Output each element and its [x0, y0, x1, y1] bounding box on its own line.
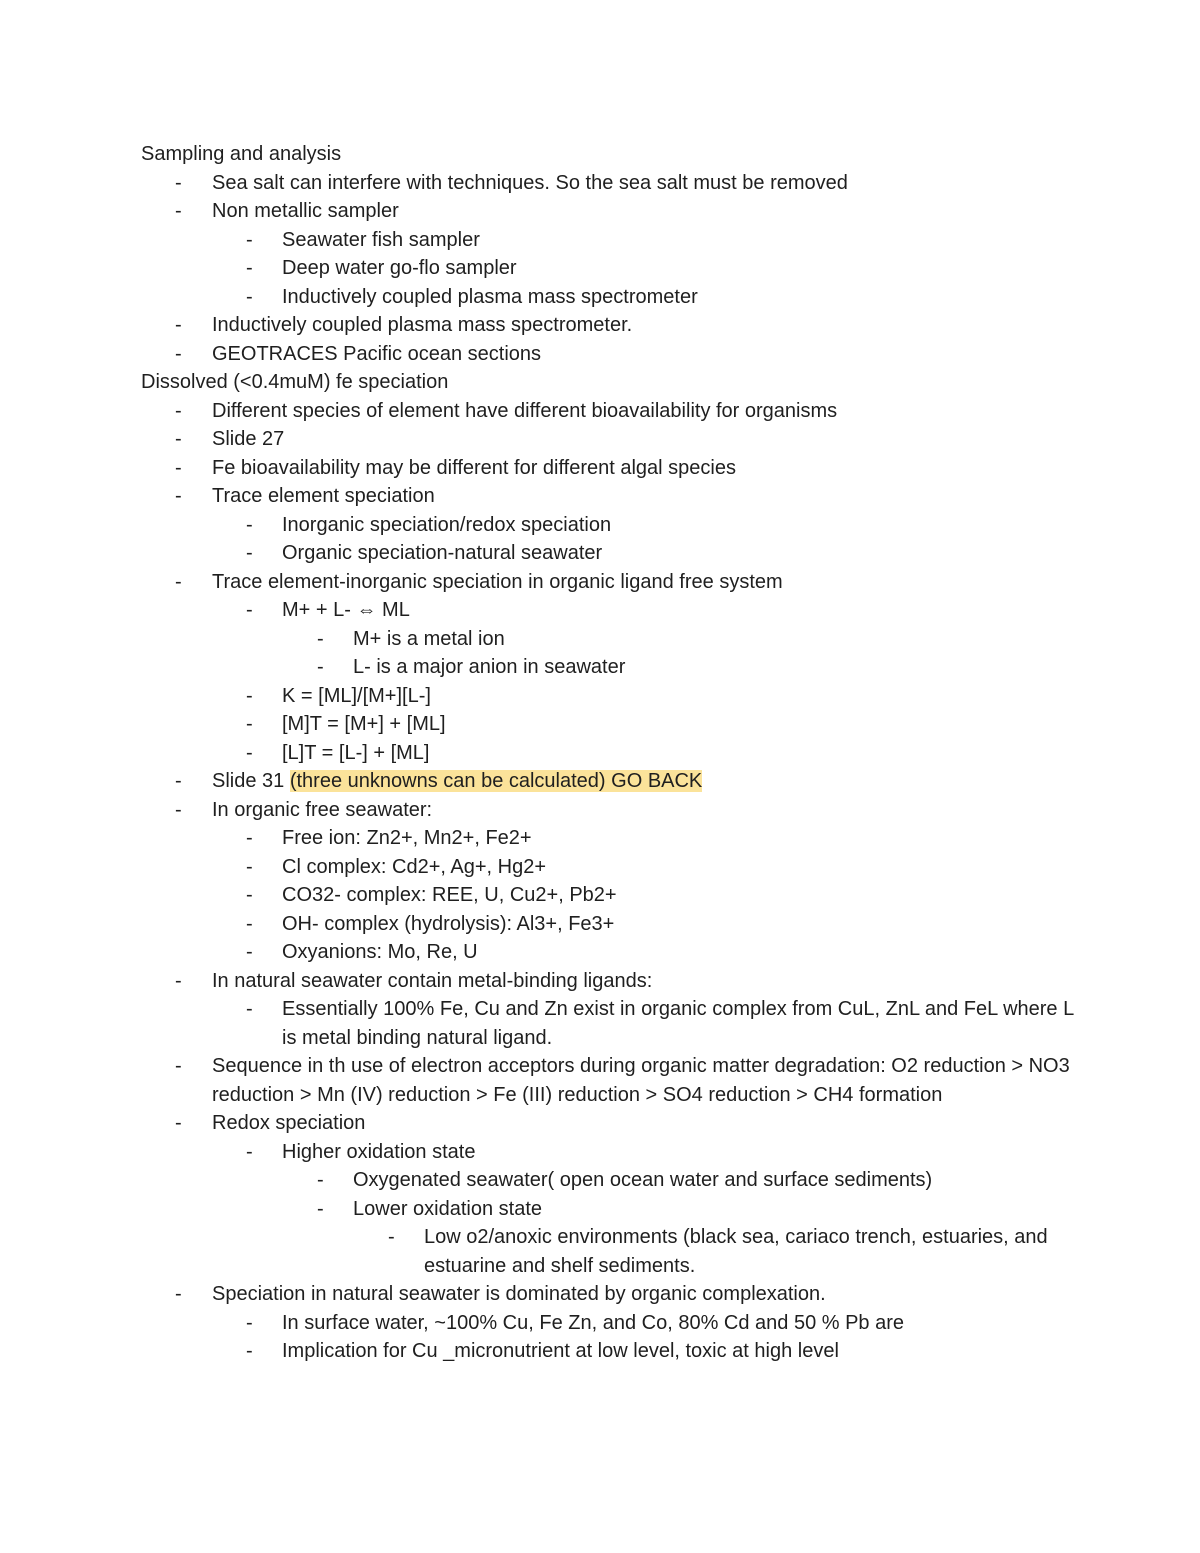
list-item	[141, 425, 1081, 454]
list-item	[141, 197, 1081, 226]
bullet-dash: -	[175, 485, 182, 507]
section-heading-text: Dissolved (<0.4muM) fe speciation	[141, 371, 449, 393]
bullet-dash: -	[175, 1112, 182, 1134]
list-item-text: Fe bioavailability may be different for different algal species	[212, 456, 736, 479]
equation-text: K = [ML]/[M+][L-]	[282, 684, 431, 707]
bullet-dash: -	[246, 1340, 253, 1362]
list-item	[141, 1337, 1081, 1366]
list-item-text: Slide 31	[212, 770, 290, 792]
list-item	[141, 1138, 1081, 1167]
list-item	[141, 397, 1081, 426]
section-heading-text: Sampling and analysis	[141, 143, 342, 165]
list-item-text: Free ion: Zn2+, Mn2+, Fe2+	[282, 827, 532, 849]
list-item-text: Essentially 100% Fe, Cu and Zn exist in organic complex from CuL, ZnL and FeL where L is metal binding natural ligand.	[282, 998, 1074, 1049]
list-item-text: Trace element-inorganic speciation in organic ligand free system	[212, 570, 783, 593]
bullet-dash: -	[175, 570, 182, 593]
bullet-dash: -	[246, 257, 253, 279]
list-item-text: Seawater fish sampler	[282, 228, 480, 251]
list-item	[141, 1223, 1081, 1280]
bullet-dash: -	[175, 969, 182, 992]
bullet-dash: -	[246, 513, 253, 536]
list-item	[141, 1309, 1081, 1338]
list-item	[141, 454, 1081, 483]
list-item-text: GEOTRACES Pacific ocean sections	[212, 342, 542, 365]
list-item	[141, 539, 1081, 568]
bullet-dash: -	[246, 855, 253, 878]
list-item-text: Deep water go-flo sampler	[282, 257, 517, 279]
list-item	[141, 824, 1081, 853]
list-item	[141, 710, 1081, 739]
list-item-text: OH- complex (hydrolysis): Al3+, Fe3+	[282, 912, 615, 935]
list-item	[141, 881, 1081, 910]
list-item-text: CO32- complex: REE, U, Cu2+, Pb2+	[282, 884, 617, 906]
bullet-dash: -	[175, 399, 182, 422]
bullet-dash: -	[175, 428, 182, 450]
list-item	[141, 938, 1081, 967]
bullet-dash: -	[246, 599, 253, 621]
list-item-text: Inorganic speciation/redox speciation	[282, 513, 612, 536]
list-item-text: Slide 27	[212, 428, 285, 450]
list-item-text: Different species of element have different bioavailability for organisms	[212, 399, 838, 422]
list-item-text: Sequence in th use of electron acceptors during organic matter degradation: O2 reduction > NO3 reduction > Mn (IV) reduction > Fe (III) reduction > SO4 reduction > CH4 formation	[212, 1055, 1070, 1106]
list-item-text: Inductively coupled plasma mass spectrometer	[282, 285, 698, 308]
list-item-text: Implication for Cu _micronutrient at low level, toxic at high level	[282, 1340, 839, 1362]
notes-body	[141, 140, 1081, 1366]
bullet-dash: -	[175, 342, 182, 365]
bullet-dash: -	[388, 1226, 395, 1248]
bullet-dash: -	[175, 171, 182, 194]
bullet-dash: -	[175, 456, 182, 479]
bullet-dash: -	[175, 1055, 182, 1077]
bullet-dash: -	[246, 285, 253, 308]
list-item	[141, 340, 1081, 369]
equation-text: M+ + L- ⇔ ML	[282, 599, 410, 621]
list-item	[141, 568, 1081, 597]
list-item-text: Inductively coupled plasma mass spectrometer.	[212, 314, 633, 336]
bullet-dash: -	[246, 1140, 253, 1163]
list-item-text: Cl complex: Cd2+, Ag+, Hg2+	[282, 855, 547, 878]
list-item-text: In surface water, ~100% Cu, Fe Zn, and Co, 80% Cd and 50 % Pb are	[282, 1311, 905, 1334]
list-item	[141, 739, 1081, 768]
bullet-dash: -	[246, 542, 253, 564]
list-item	[141, 254, 1081, 283]
list-item	[141, 682, 1081, 711]
list-item	[141, 1280, 1081, 1309]
section-heading-sampling	[141, 140, 1081, 169]
bullet-dash: -	[246, 741, 253, 764]
bullet-dash: -	[246, 228, 253, 251]
list-item-text: Oxygenated seawater( open ocean water and surface sediments)	[353, 1169, 933, 1191]
bullet-dash: -	[246, 998, 253, 1020]
list-item	[141, 226, 1081, 255]
list-item-text: Oxyanions: Mo, Re, U	[282, 941, 478, 963]
bullet-dash: -	[175, 200, 182, 222]
equation-text: [L]T = [L-] + [ML]	[282, 741, 430, 764]
list-item	[141, 482, 1081, 511]
list-item	[141, 910, 1081, 939]
list-item-text: Low o2/anoxic environments (black sea, cariaco trench, estuaries, and estuarine and shelf sediments.	[424, 1226, 1048, 1277]
list-item	[141, 1195, 1081, 1224]
list-item	[141, 796, 1081, 825]
bullet-dash: -	[175, 798, 182, 821]
list-item-text: Redox speciation	[212, 1112, 366, 1134]
list-item	[141, 625, 1081, 654]
list-item	[141, 1052, 1081, 1109]
bullet-dash: -	[246, 884, 253, 906]
list-item	[141, 767, 1081, 796]
bullet-dash: -	[175, 1283, 182, 1305]
bullet-dash: -	[175, 314, 182, 336]
list-item	[141, 169, 1081, 198]
list-item	[141, 853, 1081, 882]
list-item	[141, 653, 1081, 682]
list-item-text: Lower oxidation state	[353, 1197, 543, 1220]
list-item	[141, 596, 1081, 625]
highlighted-text: (three unknowns can be calculated) GO BACK	[289, 770, 703, 792]
bullet-dash: -	[246, 684, 253, 707]
bullet-dash: -	[317, 627, 324, 650]
list-item-text: Speciation in natural seawater is dominated by organic complexation.	[212, 1283, 826, 1305]
bullet-dash: -	[317, 1197, 324, 1220]
bullet-dash: -	[246, 912, 253, 935]
list-item-text: Higher oxidation state	[282, 1140, 476, 1163]
list-item	[141, 311, 1081, 340]
equation-text: [M]T = [M+] + [ML]	[282, 713, 446, 735]
list-item-text: Trace element speciation	[212, 485, 435, 507]
list-item	[141, 1166, 1081, 1195]
bullet-dash: -	[317, 656, 324, 678]
bullet-dash: -	[246, 827, 253, 849]
bullet-dash: -	[246, 941, 253, 963]
bullet-dash: -	[246, 1311, 253, 1334]
list-item-text: In organic free seawater:	[212, 798, 433, 821]
list-item-text: Non metallic sampler	[212, 200, 399, 222]
bullet-dash: -	[246, 713, 253, 735]
list-item-text: In natural seawater contain metal-binding ligands:	[212, 969, 653, 992]
bullet-dash: -	[317, 1169, 324, 1191]
bullet-dash: -	[175, 770, 182, 792]
list-item	[141, 1109, 1081, 1138]
list-item	[141, 995, 1081, 1052]
list-item	[141, 511, 1081, 540]
list-item-text: M+ is a metal ion	[353, 627, 505, 650]
section-heading-speciation	[141, 368, 1081, 397]
list-item	[141, 967, 1081, 996]
list-item	[141, 283, 1081, 312]
list-item-text: Sea salt can interfere with techniques. So the sea salt must be removed	[212, 171, 848, 194]
list-item-text: L- is a major anion in seawater	[353, 656, 626, 678]
list-item-text: Organic speciation-natural seawater	[282, 542, 603, 564]
